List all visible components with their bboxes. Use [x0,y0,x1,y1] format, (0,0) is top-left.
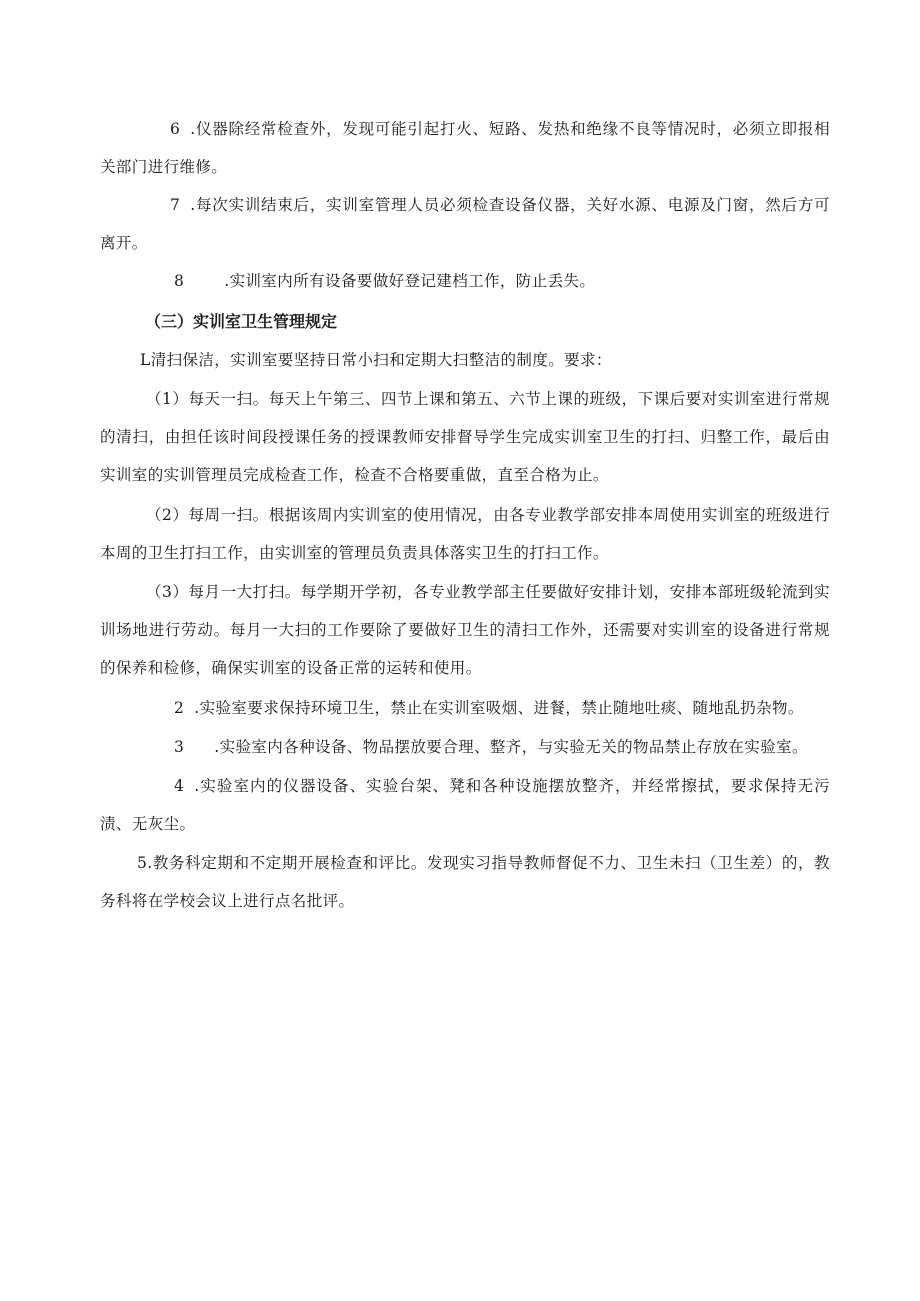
item-7-paragraph [100,186,830,262]
section-heading: （三）实训室卫生管理规定 [145,312,338,331]
cleaning-intro: L清扫保洁，实训室要坚持日常小扫和定期大扫整洁的制度。要求： [140,351,612,369]
rule-4-number: 4 [174,777,185,795]
weekly-cleaning-paragraph: （2）每周一扫。根据该周内实训室的使用情况，由各专业教学部安排本周使用实训室的班级进行本周的卫生打扫工作，由实训室的管理员负责具体落实卫生的打扫工作。 [100,506,830,562]
item-6-paragraph [100,110,830,186]
rule-3-text: .实验室内各种设备、物品摆放要合理、整齐，与实验无关的物品禁止存放在实验室。 [214,738,808,756]
rule-4-text: .实验室内的仪器设备、实验台架、凳和各种设施摆放整齐，并经常擦拭，要求保持无污渍、无灰尘。 [100,777,830,833]
rule-3-number: 3 [174,738,185,756]
rule-2-text: .实验室要求保持环境卫生，禁止在实训室吸烟、进餐，禁止随地吐痰、随地乱扔杂物。 [194,699,804,717]
item-8-number: 8 [174,272,185,290]
rule-4-paragraph [100,767,830,843]
item-6-text: .仪器除经常检查外，发现可能引起打火、短路、发热和绝缘不良等情况时，必须立即报相关部门进行维修。 [100,120,830,176]
rule-2-number: 2 [174,699,185,717]
rule-5-paragraph: 5.教务科定期和不定期开展检查和评比。发现实习指导教师督促不力、卫生未扫（卫生差）的，教务科将在学校会议上进行点名批评。 [100,854,830,910]
item-6-number: 6 [170,120,181,138]
item-7-number: 7 [170,196,181,214]
monthly-cleaning-paragraph: （3）每月一大打扫。每学期开学初，各专业教学部主任要做好安排计划，安排本部班级轮流到实训场地进行劳动。每月一大扫的工作要除了要做好卫生的清扫工作外，还需要对实训室的设备进行常规的保养和检修，确保实训室的设备正常的运转和使用。 [100,583,830,677]
item-8-text: .实训室内所有设备要做好登记建档工作，防止丢失。 [224,272,596,290]
item-7-text: .每次实训结束后，实训室管理人员必须检查设备仪器，关好水源、电源及门窗，然后方可离开。 [100,196,830,252]
item-8-paragraph [100,262,830,300]
daily-cleaning-paragraph: （1）每天一扫。每天上午第三、四节上课和第五、六节上课的班级，下课后要对实训室进行常规的清扫，由担任该时间段授课任务的授课教师安排督导学生完成实训室卫生的打扫、归整工作，最后由实训室的实训管理员完成检查工作，检查不合格要重做，直至合格为止。 [100,390,830,484]
rule-2-paragraph [100,689,830,727]
rule-3-paragraph [100,728,830,766]
